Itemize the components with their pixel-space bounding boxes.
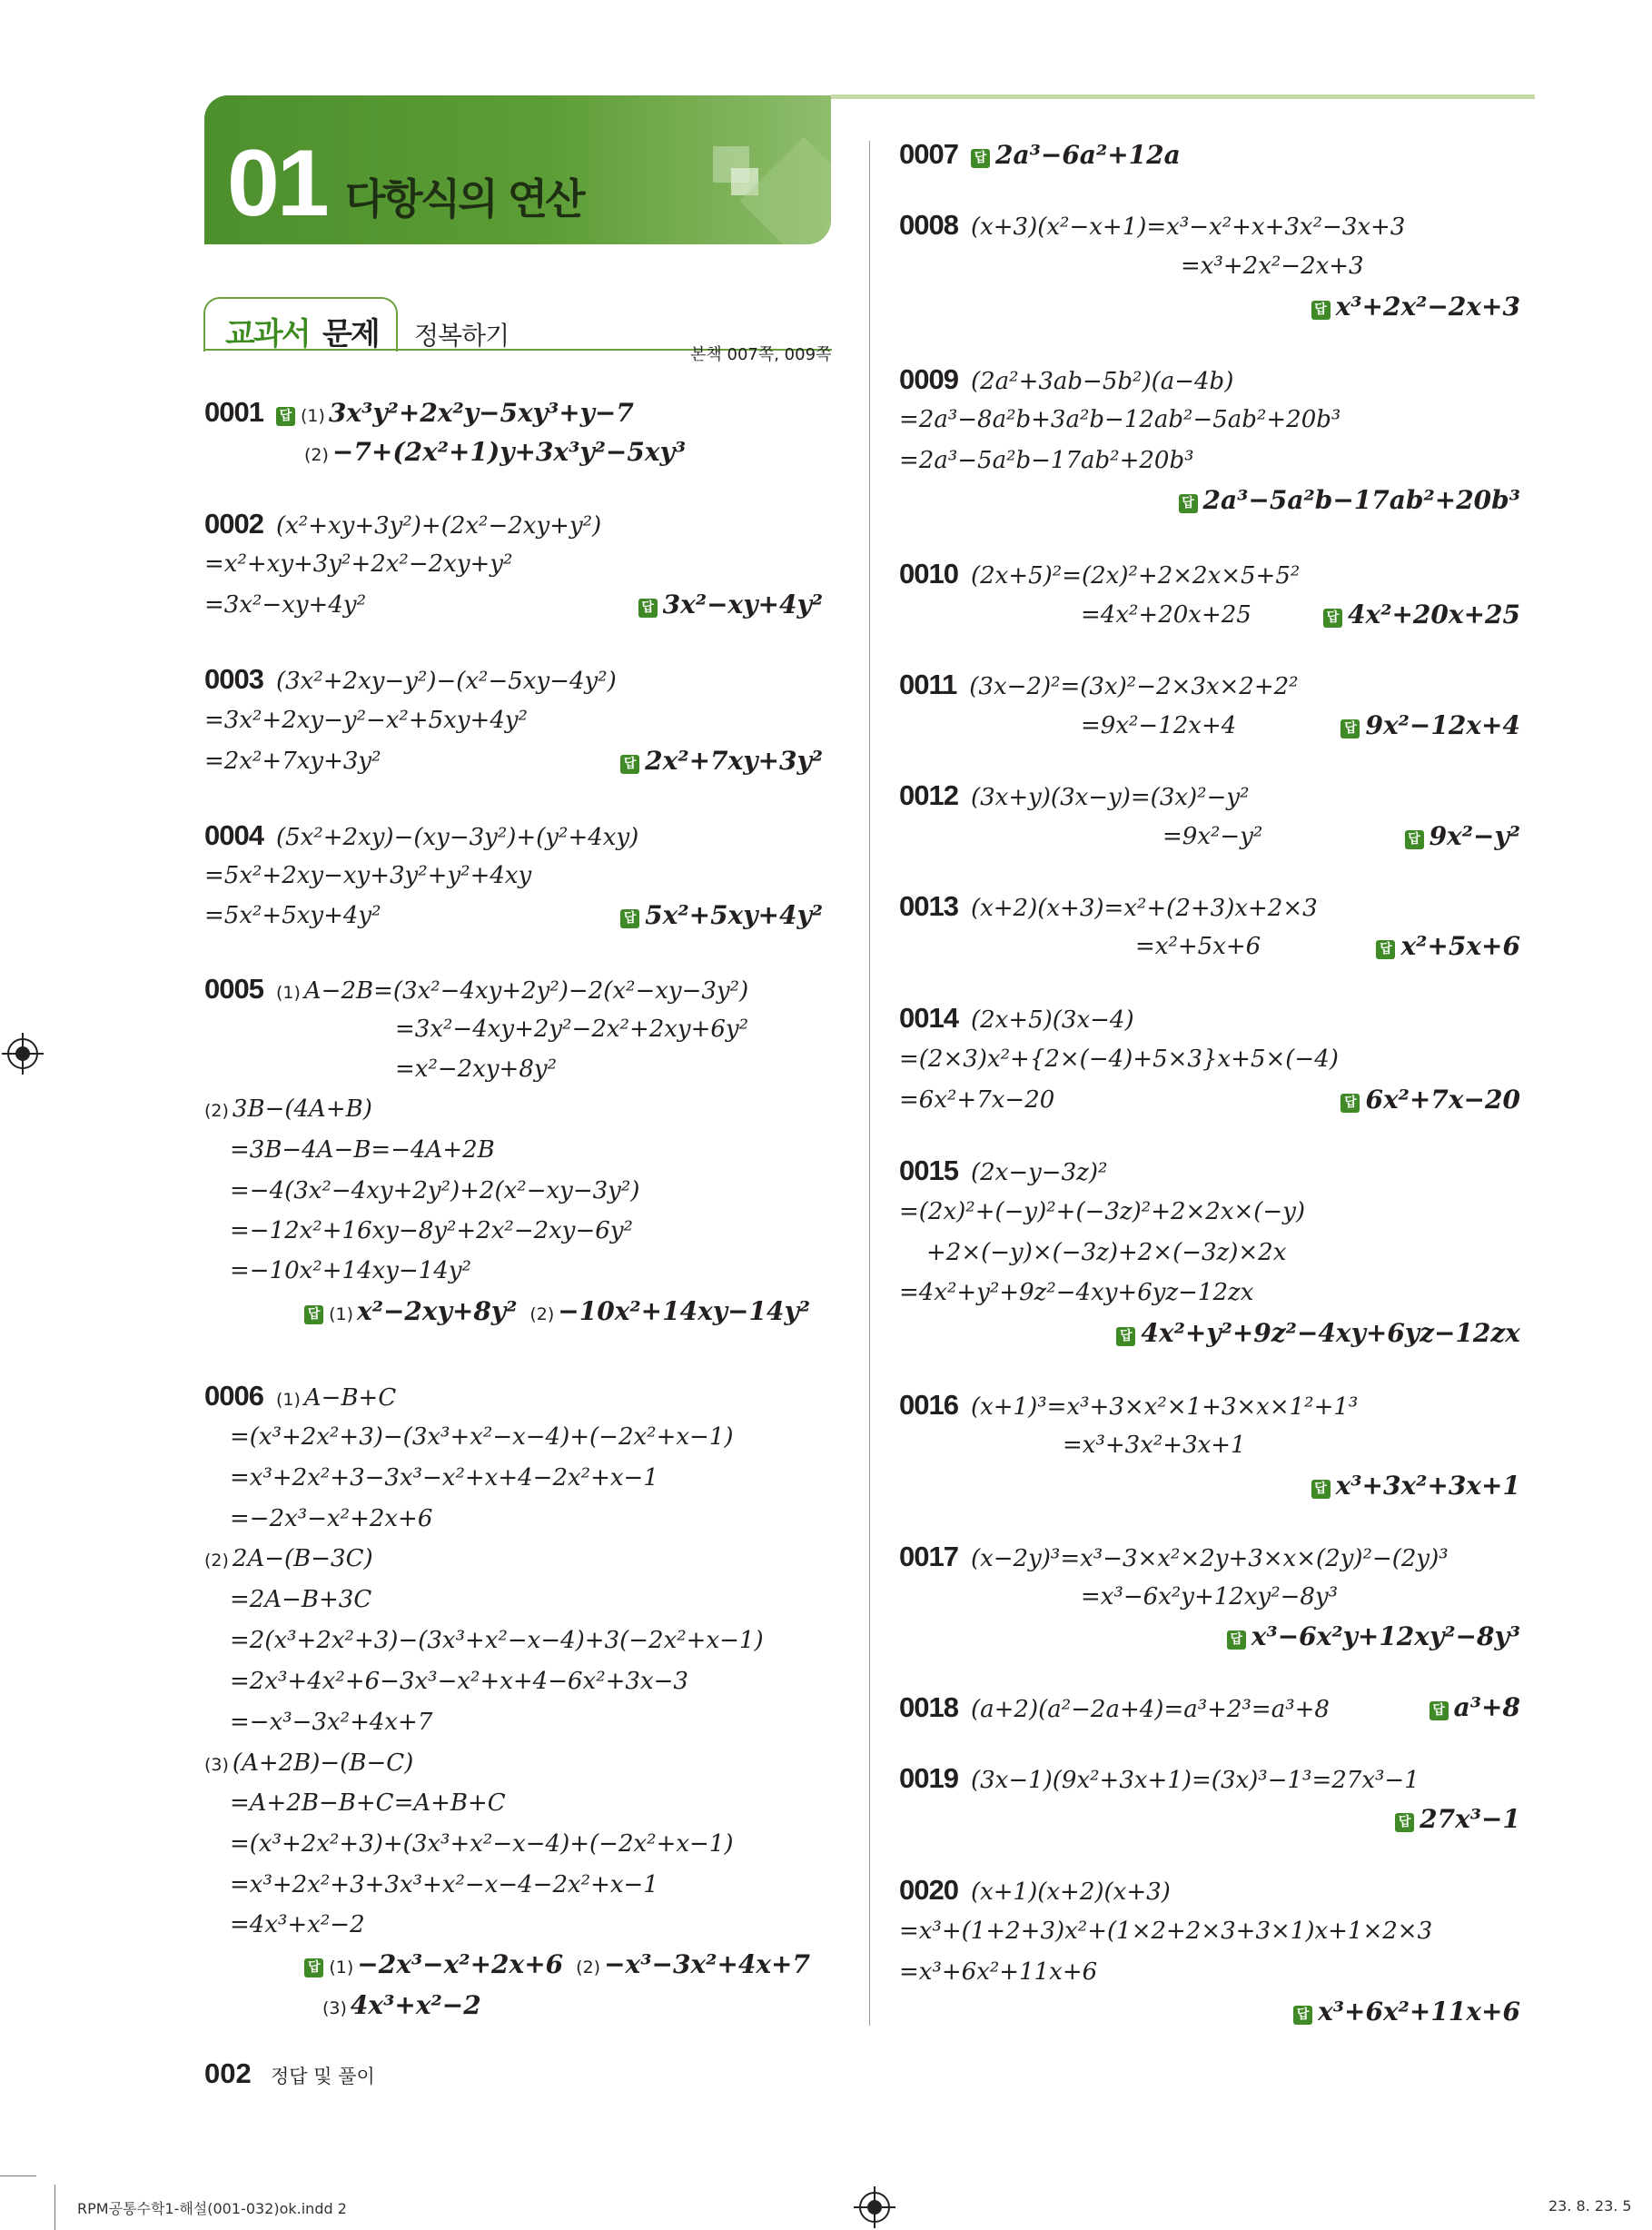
solution-line — [204, 549, 512, 580]
problem-number: 0015 — [899, 1155, 958, 1186]
answer-line — [1340, 1085, 1520, 1116]
registration-mark-icon — [859, 2192, 890, 2223]
solution-line — [899, 1916, 1432, 1947]
section-subtitle: 정복하기 — [414, 321, 509, 351]
math-expression: =2(x³+2x²+3)−(3x³+x²−x−4)+3(−2x²+x−1) — [230, 1627, 764, 1654]
answer-mark-icon: 답 — [1179, 494, 1198, 513]
math-expression: =x²+xy+3y²+2x²−2xy+y² — [204, 550, 513, 578]
math-expression: =−12x²+16xy−8y²+2x²−2xy−6y² — [230, 1217, 633, 1244]
answer-expression: 4x²+20x+25 — [1348, 600, 1520, 629]
math-expression: =2a³−8a²b+3a²b−12ab²−5ab²+20b³ — [899, 406, 1341, 433]
solution-line — [230, 1909, 365, 1940]
problem-number: 0002 — [204, 508, 263, 540]
answer-mark-icon: 답 — [1311, 1480, 1331, 1499]
answer-expression: x²+5x+6 — [1400, 931, 1520, 961]
solution-line — [395, 1014, 748, 1045]
answer-expression: −2x³−x²+2x+6 — [357, 1949, 564, 1979]
math-expression: (x+1)(x+2)(x+3) — [970, 1878, 1171, 1906]
problem-line — [899, 139, 1181, 172]
problem-number: 0005 — [204, 973, 263, 1005]
answer-expression: −x³−3x²+4x+7 — [604, 1949, 810, 1979]
column-divider — [869, 141, 870, 2026]
math-expression: =x³+2x²−2x+3 — [1181, 253, 1364, 280]
problem-number: 0019 — [899, 1762, 958, 1794]
answer-line — [1179, 485, 1521, 517]
problem-line — [204, 509, 601, 541]
math-expression: (x−2y)³=x³−3×x²×2y+3×x×(2y)²−(2y)³ — [970, 1545, 1449, 1572]
math-expression: =9x²−12x+4 — [1081, 712, 1237, 739]
math-expression: (x²+xy+3y²)+(2x²−2xy+y²) — [275, 512, 602, 540]
answer-expression: 9x²−y² — [1429, 821, 1520, 851]
math-expression: =x²−2xy+8y² — [395, 1056, 557, 1083]
solution-line — [230, 1829, 734, 1859]
math-expression: =5x²+2xy−xy+3y²+y²+4xy — [204, 862, 532, 889]
math-expression: =(x³+2x²+3)+(3x³+x²−x−4)+(−2x²+x−1) — [230, 1830, 734, 1858]
math-expression: =2A−B+3C — [230, 1586, 372, 1613]
answer-expression: 2x²+7xy+3y² — [645, 746, 823, 776]
answer-mark-icon: 답 — [971, 149, 990, 168]
solution-line — [230, 1666, 688, 1697]
solution-line — [230, 1869, 658, 1900]
answer-mark-icon: 답 — [1293, 2006, 1312, 2025]
part-label: (1) — [275, 1390, 301, 1410]
math-expression: (x+3)(x²−x+1)=x³−x²+x+3x²−3x+3 — [970, 213, 1406, 241]
problem-number: 0006 — [204, 1380, 263, 1412]
math-expression: =−10x²+14xy−14y² — [230, 1257, 471, 1284]
answer-mark-icon: 답 — [1395, 1813, 1414, 1832]
problem-line — [899, 210, 1405, 243]
math-expression: −7+(2x²+1)y+3x³y²−5xy³ — [331, 437, 687, 467]
problem-line — [204, 974, 748, 1008]
math-expression: A−2B=(3x²−4xy+2y²)−2(x²−xy−3y²) — [303, 977, 749, 1005]
math-expression: (2x+5)(3x−4) — [970, 1006, 1134, 1034]
answer-line — [1311, 1471, 1520, 1502]
answer-line — [1311, 292, 1520, 323]
math-expression: =x²+5x+6 — [1135, 933, 1261, 960]
math-expression: =x³+2x²+3+3x³+x²−x−4−2x²+x−1 — [230, 1871, 658, 1898]
solution-line — [1081, 710, 1236, 741]
answer-mark-icon: 답 — [1116, 1327, 1135, 1346]
part-label: (1) — [300, 406, 325, 426]
math-expression: +2×(−y)×(−3z)+2×(−3z)×2x — [926, 1239, 1287, 1266]
problem-number: 0001 — [204, 396, 263, 428]
solution-line — [230, 1503, 432, 1534]
problem-line — [204, 820, 638, 853]
math-expression: =4x³+x²−2 — [230, 1911, 365, 1938]
solution-line — [204, 1543, 373, 1576]
math-expression: (A+2B)−(B−C) — [232, 1749, 414, 1777]
math-expression: (2x+5)²=(2x)²+2×2x×5+5² — [970, 562, 1301, 590]
solution-line — [899, 445, 1194, 476]
solution-line — [204, 900, 381, 931]
math-expression: =(x³+2x²+3)−(3x³+x²−x−4)+(−2x²+x−1) — [230, 1423, 734, 1451]
solution-line — [204, 746, 381, 777]
print-slug-left: RPM공통수학1-해설(001-032)ok.indd 2 — [77, 2200, 347, 2217]
math-expression: (3x−2)²=(3x)²−2×3x×2+2² — [969, 673, 1299, 700]
page-label: 정답 및 풀이 — [271, 2066, 375, 2087]
problem-number: 0011 — [899, 669, 957, 700]
part-label: (2) — [304, 445, 329, 465]
problem-line — [899, 1155, 1107, 1188]
solution-line — [230, 1175, 639, 1206]
answer-mark-icon: 답 — [1376, 940, 1395, 959]
math-expression: (5x²+2xy)−(xy−3y²)+(y²+4xy) — [275, 824, 639, 851]
math-expression: =A+2B−B+C=A+B+C — [230, 1789, 506, 1817]
solution-line — [926, 1237, 1286, 1268]
math-expression: =x³+2x²+3−3x³−x²+x+4−2x²+x−1 — [230, 1464, 658, 1492]
math-expression: (3x²+2xy−y²)−(x²−5xy−4y²) — [275, 668, 617, 695]
answer-mark-icon: 답 — [1311, 301, 1331, 320]
math-expression: =3B−4A−B=−4A+2B — [230, 1136, 495, 1164]
solution-line — [230, 1462, 658, 1493]
math-expression: (a+2)(a²−2a+4)=a³+2³=a³+8 — [970, 1696, 1330, 1723]
math-expression: =4x²+y²+9z²−4xy+6yz−12zx — [899, 1279, 1254, 1306]
solution-line — [899, 1277, 1253, 1308]
answer-line — [1293, 1997, 1520, 2028]
answer-line — [1340, 710, 1520, 742]
answer-line — [620, 900, 823, 932]
problem-number: 0016 — [899, 1389, 958, 1421]
answer-expression: x³−6x²y+12xy²−8y³ — [1251, 1621, 1520, 1651]
math-expression: =−4(3x²−4xy+2y²)+2(x²−xy−3y²) — [230, 1177, 640, 1204]
math-expression: =(2×3)x²+{2×(−4)+5×3}x+5×(−4) — [899, 1046, 1339, 1073]
math-expression: =−x³−3x²+4x+7 — [230, 1709, 433, 1736]
section-title-a: 교과서 — [225, 316, 310, 352]
part-label: (1) — [329, 1957, 354, 1977]
answer-expression: 5x²+5xy+4y² — [645, 900, 823, 930]
answer-mark-icon: 답 — [620, 755, 639, 774]
answer-expression: x²−2xy+8y² — [357, 1296, 518, 1326]
problem-number: 0004 — [204, 819, 263, 851]
answer-mark-icon: 답 — [1429, 1701, 1449, 1720]
problem-line — [204, 1381, 396, 1415]
problem-line — [899, 559, 1300, 591]
math-expression: =2x²+7xy+3y² — [204, 748, 381, 775]
answer-expression: x³+6x²+11x+6 — [1318, 1997, 1520, 2027]
solution-line — [230, 1788, 506, 1819]
part-label: (2) — [576, 1957, 601, 1977]
math-expression: =6x²+7x−20 — [899, 1086, 1055, 1114]
problem-line — [899, 1692, 1330, 1725]
solution-line — [395, 1054, 557, 1085]
answer-line — [1395, 1804, 1520, 1836]
solution-line — [899, 1196, 1305, 1227]
problem-number: 0003 — [204, 663, 263, 695]
answer-expression: x³+2x²−2x+3 — [1335, 292, 1520, 322]
answer-mark-icon: 답 — [304, 1305, 323, 1324]
problem-line — [899, 780, 1250, 813]
solution-line — [899, 1085, 1054, 1115]
answer-mark-icon: 답 — [1340, 1094, 1360, 1113]
chapter-title: 다항식의 연산 — [345, 174, 583, 223]
chapter-number: 01 — [227, 131, 327, 236]
math-expression: =9x²−y² — [1162, 823, 1263, 850]
print-slug-right: 23. 8. 23. 5 — [1548, 2197, 1632, 2215]
answer-line — [638, 590, 823, 621]
answer-mark-icon: 답 — [304, 1958, 323, 1977]
answer-mark-icon: 답 — [1405, 830, 1424, 849]
solution-line — [899, 404, 1340, 435]
solution-line — [230, 1625, 764, 1656]
math-expression: 3B−(4A+B) — [232, 1095, 372, 1123]
registration-mark-icon — [7, 1038, 38, 1069]
section-title-b: 문제 — [322, 316, 379, 352]
answer-line — [620, 746, 823, 778]
solution-line — [230, 1215, 633, 1246]
math-expression: =x³+6x²+11x+6 — [899, 1958, 1098, 1986]
solution-line — [230, 1707, 432, 1738]
solution-line — [230, 1422, 734, 1452]
part-label: (2) — [529, 1304, 555, 1324]
answer-expression: 3x²−xy+4y² — [662, 590, 823, 619]
solution-line — [1081, 600, 1251, 630]
math-expression: 2a³−6a²+12a — [994, 140, 1181, 170]
answer-expression: x³+3x²+3x+1 — [1335, 1471, 1520, 1501]
part-label: (2) — [204, 1551, 229, 1571]
math-expression: =x³+(1+2+3)x²+(1×2+2×3+3×1)x+1×2×3 — [899, 1918, 1433, 1945]
solution-line — [204, 860, 531, 891]
answer-expression: 4x²+y²+9z²−4xy+6yz−12zx — [1141, 1318, 1520, 1348]
math-expression: =2x³+4x²+6−3x³−x²+x+4−6x²+3x−3 — [230, 1668, 688, 1695]
answer-mark-icon: 답 — [1227, 1630, 1246, 1650]
problem-line — [899, 1003, 1134, 1036]
crop-mark — [54, 2185, 55, 2230]
solution-line — [1135, 931, 1261, 962]
math-expression: (3x+y)(3x−y)=(3x)²−y² — [970, 784, 1250, 811]
problem-line — [899, 1875, 1171, 1908]
solution-line — [899, 1957, 1097, 1987]
math-expression: (x+1)³=x³+3×x²×1+3×x×1²+1³ — [970, 1393, 1359, 1421]
answer-line — [1429, 1692, 1520, 1724]
problem-number: 0007 — [899, 138, 958, 170]
answer-line — [322, 1990, 494, 2024]
solution-line — [204, 1748, 413, 1780]
solution-line — [1162, 821, 1262, 852]
problem-line — [899, 1541, 1449, 1574]
answer-mark-icon: 답 — [638, 599, 658, 618]
answer-line — [1116, 1318, 1520, 1350]
problem-number: 0018 — [899, 1691, 958, 1723]
problem-number: 0020 — [899, 1874, 958, 1906]
problem-line — [899, 364, 1233, 397]
answer-line — [304, 1949, 823, 1983]
solution-line — [204, 1094, 372, 1126]
problem-line — [204, 664, 617, 697]
header-rule — [831, 94, 1535, 99]
page-number: 002 — [204, 2057, 252, 2089]
math-expression: 3x³y²+2x²y−5xy³+y−7 — [328, 398, 634, 428]
problem-line — [899, 1763, 1420, 1796]
solution-line — [1181, 251, 1364, 282]
problem-number: 0009 — [899, 363, 958, 395]
problem-line — [204, 397, 634, 431]
math-expression: =3x²+2xy−y²−x²+5xy+4y² — [204, 707, 528, 734]
part-label: (1) — [275, 983, 301, 1003]
problem-number: 0013 — [899, 890, 958, 922]
solution-line — [230, 1255, 471, 1286]
solution-line — [1081, 1581, 1338, 1612]
solution-line — [230, 1584, 371, 1615]
answer-expression: 2a³−5a²b−17ab²+20b³ — [1202, 485, 1520, 515]
math-expression: =x³−6x²y+12xy²−8y³ — [1081, 1583, 1339, 1611]
part-label: (3) — [204, 1755, 229, 1775]
answer-line — [304, 1296, 823, 1330]
answer-mark-icon: 답 — [276, 407, 295, 426]
math-expression: =3x²−4xy+2y²−2x²+2xy+6y² — [395, 1016, 749, 1043]
part-label: (2) — [204, 1101, 229, 1121]
book-reference: 본책 007쪽, 009쪽 — [690, 345, 832, 364]
answer-line — [1323, 600, 1520, 631]
math-expression: =5x²+5xy+4y² — [204, 902, 381, 929]
answer-line — [1227, 1621, 1520, 1653]
problem-number: 0014 — [899, 1002, 958, 1034]
math-expression: =4x²+20x+25 — [1081, 601, 1251, 629]
part-label: (3) — [322, 1998, 347, 2018]
answer-mark-icon: 답 — [620, 909, 639, 928]
solution-line — [230, 1135, 495, 1165]
answer-expression: −10x²+14xy−14y² — [558, 1296, 810, 1326]
solution-line — [899, 1044, 1339, 1075]
answer-line — [1405, 821, 1520, 853]
answer-expression: a³+8 — [1453, 1692, 1520, 1722]
answer-expression: 27x³−1 — [1420, 1804, 1520, 1834]
problem-number: 0012 — [899, 779, 958, 811]
math-expression: 2A−(B−3C) — [232, 1545, 373, 1572]
problem-line — [899, 669, 1299, 702]
problem-number: 0017 — [899, 1541, 958, 1572]
crop-mark — [0, 2175, 36, 2176]
problem-number: 0008 — [899, 209, 958, 241]
answer-mark-icon: 답 — [1323, 609, 1342, 628]
problem-line — [899, 1390, 1358, 1422]
answer-expression: 9x²−12x+4 — [1365, 710, 1520, 740]
math-expression: =2a³−5a²b−17ab²+20b³ — [899, 447, 1194, 474]
answer-expression: 6x²+7x−20 — [1365, 1085, 1520, 1115]
problem-line — [899, 891, 1318, 924]
math-expression: =3x²−xy+4y² — [204, 591, 366, 619]
math-expression: =−2x³−x²+2x+6 — [230, 1505, 433, 1532]
math-expression: (3x−1)(9x²+3x+1)=(3x)³−1³=27x³−1 — [970, 1767, 1420, 1794]
math-expression: =x³+3x²+3x+1 — [1063, 1432, 1246, 1459]
problem-number: 0010 — [899, 558, 958, 590]
math-expression: (2x−y−3z)² — [970, 1159, 1108, 1186]
part-label: (1) — [329, 1304, 353, 1324]
solution-line — [204, 705, 528, 736]
solution-line — [1063, 1430, 1246, 1461]
math-expression: A−B+C — [303, 1384, 397, 1412]
solution-line — [204, 590, 366, 620]
math-expression: (x+2)(x+3)=x²+(2+3)x+2×3 — [970, 895, 1318, 922]
math-expression: (2a²+3ab−5b²)(a−4b) — [970, 368, 1234, 395]
answer-mark-icon: 답 — [1340, 719, 1360, 738]
answer-expression: 4x³+x²−2 — [350, 1990, 481, 2020]
answer-line — [1376, 931, 1520, 963]
solution-line — [304, 437, 686, 471]
math-expression: =(2x)²+(−y)²+(−3z)²+2×2x×(−y) — [899, 1198, 1306, 1225]
